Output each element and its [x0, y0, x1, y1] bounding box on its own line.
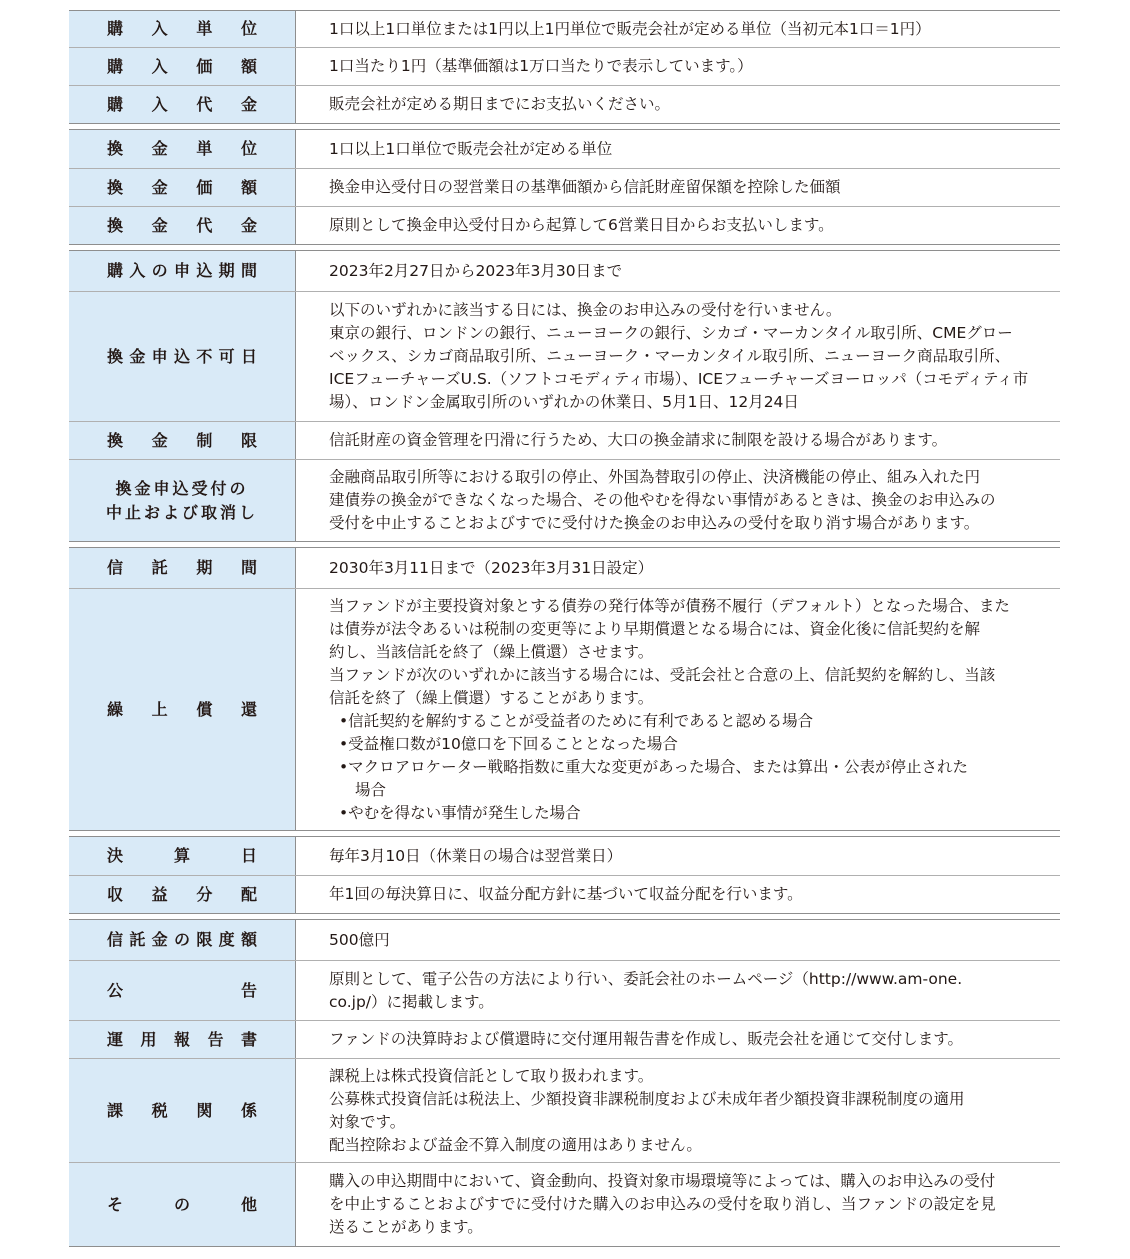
row-value: [295, 460, 1060, 541]
value-line: 2023年2月27日から2023年3月30日まで: [329, 261, 623, 280]
row-label: [69, 422, 295, 459]
row-value: [295, 548, 1060, 588]
table-row: [69, 11, 1060, 47]
table-row: [69, 1162, 1060, 1246]
row-label-text: 換 金 単 位: [107, 139, 257, 158]
row-label-text: 運 用 報 告 書: [107, 1029, 257, 1049]
bullet-item: •やむを得ない事情が発生した場合: [339, 803, 581, 822]
value-line: 換金申込受付日の翌営業日の基準価額から信託財産留保額を控除した価額: [329, 178, 841, 196]
value-line: 配当控除および益金不算入制度の適用はありません。: [329, 1135, 702, 1154]
row-label: [69, 48, 295, 85]
table-row: [69, 1058, 1060, 1162]
row-value: [295, 589, 1060, 830]
value-line: 場）、ロンドン金属取引所のいずれかの休業日、5月1日、12月24日: [329, 393, 799, 411]
value-line: 建債券の換金ができなくなった場合、その他やむを得ない事情があるときは、換金のお申込みの: [329, 491, 996, 509]
table-row: [69, 206, 1060, 244]
row-label-text: 換 金 価 額: [107, 177, 257, 197]
row-value: [295, 169, 1060, 206]
bullet-item: •マクロアロケーター戦略指数に重大な変更があった場合、または算出・公表が停止された: [339, 757, 968, 776]
value-line: 500億円: [329, 930, 390, 949]
row-value: [295, 961, 1060, 1020]
fund-terms-table: [69, 10, 1060, 1252]
row-label-text: 換 金 制 限: [107, 430, 257, 450]
row-label-text: 購 入 単 位: [107, 19, 257, 38]
row-value: [295, 422, 1060, 459]
row-label-text: 購 入 価 額: [107, 56, 257, 76]
row-label-text: 信 託 金 の 限 度 額: [107, 930, 257, 949]
table-section: [69, 10, 1060, 124]
row-label-text: そ の 他: [107, 1194, 257, 1214]
bullet-item: •受益権口数が10億口を下回ることとなった場合: [339, 734, 678, 753]
row-label: [69, 961, 295, 1020]
row-label-text: 換 金 代 金: [107, 215, 257, 235]
value-line: 原則として換金申込受付日から起算して6営業日目からお支払いします。: [329, 216, 834, 234]
value-line: 対象です。: [329, 1112, 406, 1131]
row-label: [69, 130, 295, 168]
value-line: 当ファンドが主要投資対象とする債券の発行体等が債務不履行（デフォルト）となった場合、また: [329, 596, 1010, 615]
row-label-text: 繰 上 償 還: [107, 699, 257, 719]
row-value: [295, 11, 1060, 47]
table-section: [69, 250, 1060, 542]
value-line: 東京の銀行、ロンドンの銀行、ニューヨークの銀行、シカゴ・マーカンタイル取引所、CMEグロー: [329, 324, 1013, 342]
value-line: 2030年3月11日まで（2023年3月31日設定）: [329, 558, 654, 577]
row-value: [295, 207, 1060, 244]
row-label-text: 課 税 関 係: [107, 1100, 257, 1120]
row-label: [69, 169, 295, 206]
value-line: 約し、当該信託を終了（繰上償還）させます。: [329, 642, 654, 661]
row-label-text: 換 金 申 込 不 可 日: [107, 346, 257, 366]
row-label: [69, 589, 295, 830]
row-value: [295, 48, 1060, 85]
row-label: [69, 920, 295, 960]
table-section: [69, 129, 1060, 245]
bullet-item: •信託契約を解約することが受益者のために有利であると認める場合: [339, 711, 814, 730]
row-label: [69, 207, 295, 244]
value-line: 以下のいずれかに該当する日には、換金のお申込みの受付を行いません。: [329, 301, 842, 319]
value-line: 金融商品取引所等における取引の停止、外国為替取引の停止、決済機能の停止、組み入れた円: [329, 468, 981, 486]
row-label: [69, 1163, 295, 1246]
table-section: [69, 836, 1060, 914]
value-line: 1口以上1口単位または1円以上1円単位で販売会社が定める単位（当初元本1口＝1円）: [329, 19, 931, 38]
table-row: [69, 130, 1060, 168]
value-line: 信託を終了（繰上償還）することがあります。: [329, 688, 654, 707]
row-label-text: 購 入 代 金: [107, 94, 257, 114]
value-line: は債券が法令あるいは税制の変更等により早期償還となる場合には、資金化後に信託契約を解: [329, 619, 981, 638]
value-line: 購入の申込期間中において、資金動向、投資対象市場環境等によっては、購入のお申込みの受付: [329, 1172, 996, 1190]
value-line: co.jp/）に掲載します。: [329, 992, 494, 1011]
value-line: 1口以上1口単位で販売会社が定める単位: [329, 139, 613, 158]
value-line: ベックス、シカゴ商品取引所、ニューヨーク・マーカンタイル取引所、ニューヨーク商品取引所、: [329, 347, 1011, 365]
value-line: を中止することおよびすでに受付けた購入のお申込みの受付を取り消し、当ファンドの設定を見: [329, 1195, 996, 1213]
value-line: 課税上は株式投資信託として取り扱われます。: [329, 1066, 654, 1085]
table-row: [69, 421, 1060, 459]
table-row: [69, 168, 1060, 206]
table-row: [69, 459, 1060, 541]
row-label: [69, 86, 295, 123]
row-label: [69, 460, 295, 541]
table-row: [69, 960, 1060, 1020]
table-row: [69, 920, 1060, 960]
row-value: [295, 876, 1060, 913]
row-value: [295, 292, 1060, 421]
value-line: ファンドの決算時および償還時に交付運用報告書を作成し、販売会社を通じて交付します。: [329, 1030, 963, 1048]
value-line: 送ることがあります。: [329, 1218, 483, 1236]
row-value: [295, 251, 1060, 291]
value-line: 受付を中止することおよびすでに受付けた換金のお申込みの受付を取り消す場合があります。: [329, 514, 980, 532]
table-row: [69, 47, 1060, 85]
row-value: [295, 837, 1060, 875]
row-value: [295, 86, 1060, 123]
table-section: [69, 919, 1060, 1247]
table-row: [69, 548, 1060, 588]
row-label-text: 信 託 期 間: [107, 558, 257, 577]
row-label: [69, 1021, 295, 1058]
table-row: [69, 291, 1060, 421]
bullet-continuation: 場合: [355, 780, 387, 799]
value-line: 原則として、電子公告の方法により行い、委託会社のホームページ（http://www.am-one.: [329, 969, 963, 988]
value-line: 年1回の毎決算日に、収益分配方針に基づいて収益分配を行います。: [329, 885, 803, 903]
value-line: 毎年3月10日（休業日の場合は翌営業日）: [329, 846, 623, 865]
row-label-text: 換金申込受付の 中止および取消し: [105, 478, 258, 522]
value-line: 1口当たり1円（基準価額は1万口当たりで表示しています。）: [329, 57, 753, 75]
table-section: [69, 547, 1060, 831]
value-line: 公募株式投資信託は税法上、少額投資非課税制度および未成年者少額投資非課税制度の適用: [329, 1089, 965, 1108]
row-label: [69, 251, 295, 291]
table-row: [69, 251, 1060, 291]
row-label-text: 決 算 日: [107, 846, 257, 865]
row-label-text: 購 入 の 申 込 期 間: [107, 261, 257, 280]
value-line: 信託財産の資金管理を円滑に行うため、大口の換金請求に制限を設ける場合があります。: [329, 431, 948, 449]
row-label: [69, 11, 295, 47]
row-value: [295, 920, 1060, 960]
value-line: 当ファンドが次のいずれかに該当する場合には、受託会社と合意の上、信託契約を解約し、当該: [329, 665, 996, 684]
table-row: [69, 1020, 1060, 1058]
table-row: [69, 837, 1060, 875]
value-line: 販売会社が定める期日までにお支払いください。: [329, 95, 671, 113]
row-label-text: 収 益 分 配: [107, 884, 257, 904]
row-label: [69, 1059, 295, 1162]
row-value: [295, 1163, 1060, 1246]
row-label: [69, 292, 295, 421]
row-label: [69, 548, 295, 588]
table-row: [69, 85, 1060, 123]
table-row: [69, 875, 1060, 913]
row-label: [69, 837, 295, 875]
row-value: [295, 130, 1060, 168]
row-label-text: 公 告: [107, 980, 257, 1000]
row-label: [69, 876, 295, 913]
row-value: [295, 1059, 1060, 1162]
value-line: ICEフューチャーズU.S.（ソフトコモディティ市場）、ICEフューチャーズヨーロッパ（コモディティ市: [329, 370, 1029, 388]
table-row: [69, 588, 1060, 830]
row-value: [295, 1021, 1060, 1058]
